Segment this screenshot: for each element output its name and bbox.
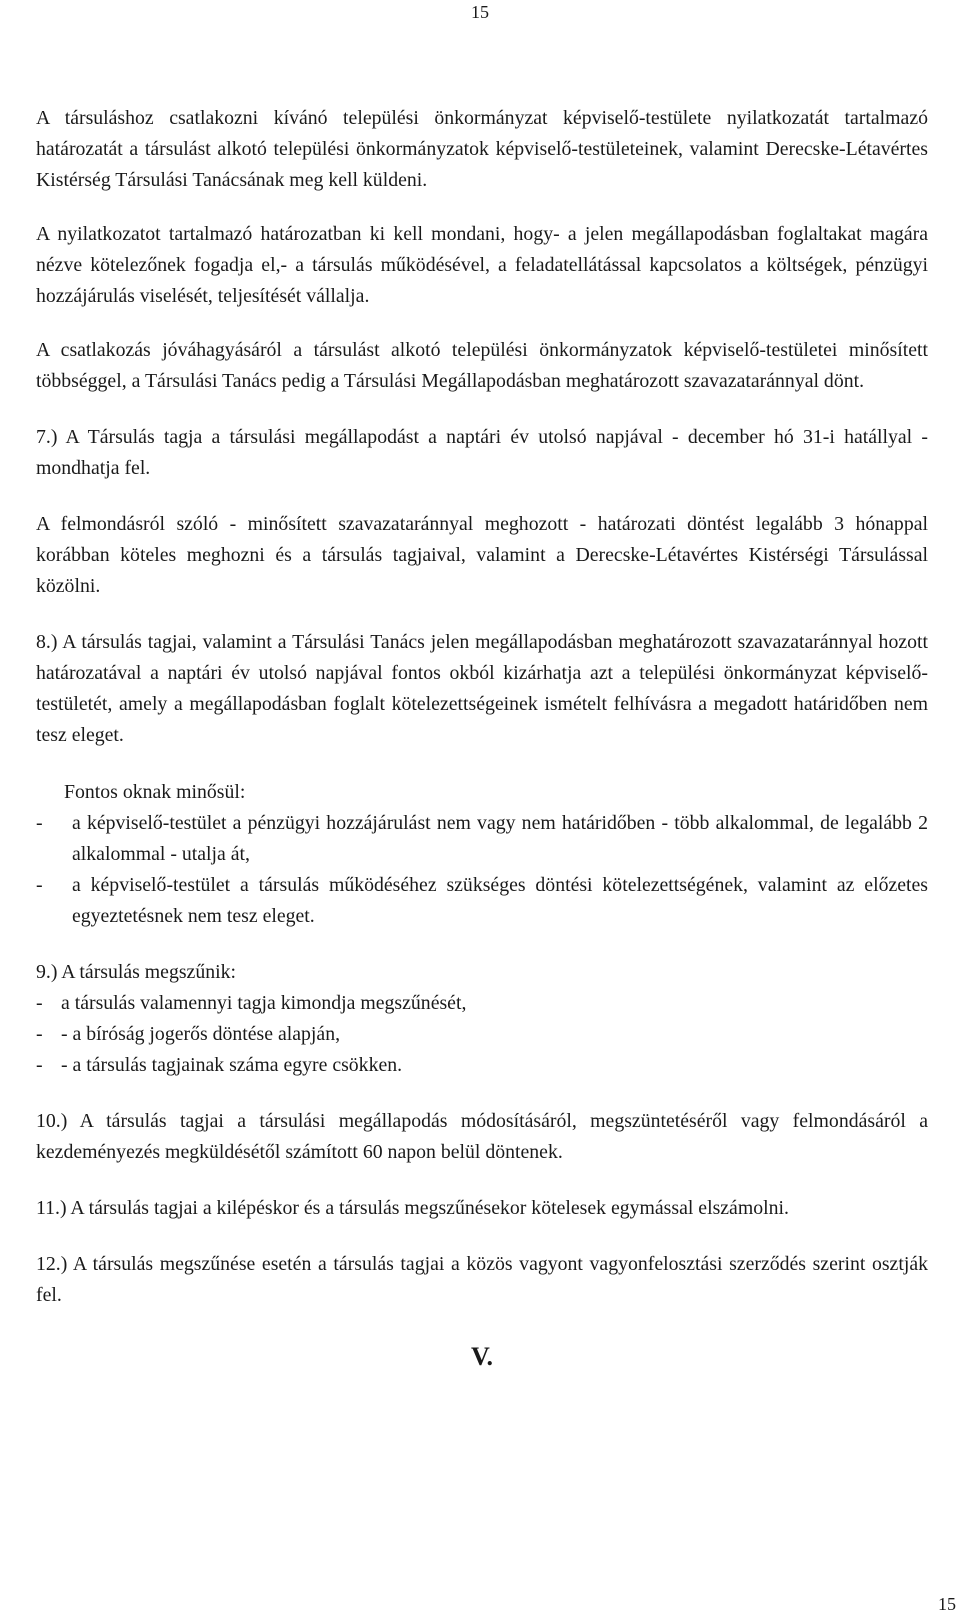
paragraph-section-12: 12.) A társulás megszűnése esetén a társulás tagjai a közös vagyont vagyonfelosztási szerződés szerint osztják fel. xyxy=(36,1253,928,1306)
list-item xyxy=(36,1050,928,1081)
dash-bullet: - xyxy=(36,992,43,1014)
paragraph-section-7: 7.) A Társulás tagja a társulási megállapodást a naptári év utolsó napjával - december hó 31-i hatállyal - mondhatja fel. xyxy=(36,426,928,479)
paragraph-section-11: 11.) A társulás tagjai a kilépéskor és a társulás megszűnésekor kötelesek egymással elszámolni. xyxy=(36,1197,789,1219)
list-item-text: a képviselő-testület a társulás működéséhez szükséges döntési kötelezettségének, valamint az előzetes egyeztetésnek nem tesz eleget. xyxy=(72,874,928,927)
fontos-title: Fontos oknak minősül: xyxy=(64,781,246,803)
fontos-list xyxy=(36,808,928,932)
megszunik-list xyxy=(36,988,928,1081)
dash-bullet: - xyxy=(36,1054,43,1076)
dash-bullet: - xyxy=(36,812,43,834)
paragraph-section-8: 8.) A társulás tagjai, valamint a Társulási Tanács jelen megállapodásban meghatározott szavazataránnyal hozott határozatával a naptári év utolsó napjával fontos okból kizárhatja azt a települési önkormányzat képviselő-testületét, amely a megállapodásban foglalt kötelezettségeinek ismételt felhívásra a megadott határidőben nem tesz eleget. xyxy=(36,631,928,746)
paragraph-section-10: 10.) A társulás tagjai a társulási megállapodás módosításáról, megszüntetéséről vagy felmondásáról a kezdeményezés megküldésétől számított 60 napon belül döntenek. xyxy=(36,1110,928,1163)
page-number-top: 15 xyxy=(471,2,489,22)
paragraph-nyilatkozat: A nyilatkozatot tartalmazó határozatban ki kell mondani, hogy- a jelen megállapodásban foglaltakat magára nézve kötelezőnek fogadja el,- a társulás működésével, a feladatellátással kapcsolatos a költségek, pénzügyi hozzájárulás viselését, teljesítését vállalja. xyxy=(36,223,928,307)
paragraph-csatlakozas-kuldes: A társuláshoz csatlakozni kívánó települési önkormányzat képviselő-testülete nyilatkozatát tartalmazó határozatát a társulást alkotó települési önkormányzatok képviselő-testületeinek, valamint Derecske-Létavértes Kistérség Társulási Tanácsának meg kell küldeni. xyxy=(36,107,928,191)
list-item xyxy=(36,988,928,1019)
list-item-text: - a társulás tagjainak száma egyre csökken. xyxy=(61,1054,403,1076)
list-item-text: a társulás valamennyi tagja kimondja megszűnését, xyxy=(61,992,467,1014)
section-heading: V. xyxy=(471,1342,493,1371)
list-item xyxy=(36,808,928,870)
paragraph-jovahagyas: A csatlakozás jóváhagyásáról a társulást alkotó települési önkormányzatok képviselő-testületei minősített többséggel, a Társulási Tanács pedig a Társulási Megállapodásban meghatározott szavazataránnyal dönt. xyxy=(36,339,928,392)
dash-bullet: - xyxy=(36,1023,43,1045)
page-number-bottom: 15 xyxy=(938,1594,956,1614)
dash-bullet: - xyxy=(36,874,43,896)
paragraph-felmondas: A felmondásról szóló - minősített szavazataránnyal meghozott - határozati döntést legalább 3 hónappal korábban köteles meghozni és a társulás tagjaival, valamint a Derecske-Létavértes Kistérségi Társulással közölni. xyxy=(36,513,928,597)
list-item xyxy=(36,870,928,932)
paragraph-section-9-title: 9.) A társulás megszűnik: xyxy=(36,961,236,983)
list-item-text: a képviselő-testület a pénzügyi hozzájárulást nem vagy nem határidőben - több alkalommal, de legalább 2 alkalommal - utalja át, xyxy=(72,812,928,865)
document-body xyxy=(36,103,928,1372)
list-item xyxy=(36,1019,928,1050)
list-item-text: - a bíróság jogerős döntése alapján, xyxy=(61,1023,341,1045)
